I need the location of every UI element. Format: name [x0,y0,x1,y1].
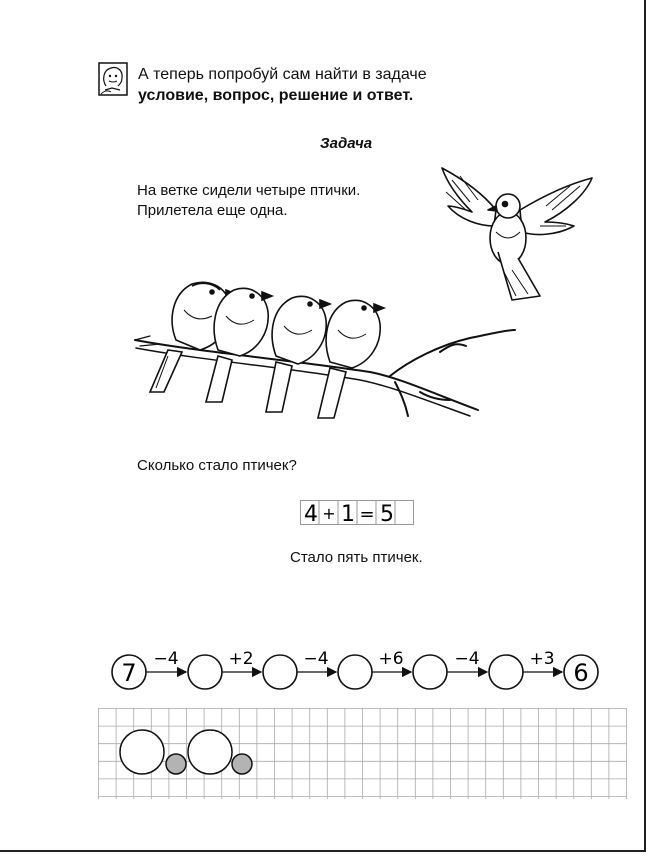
chain-op-5: −4 [454,649,480,669]
task-question: Сколько стало птичек? [137,457,297,474]
task-condition-line-1: На ветке сидели четыре птички. [137,182,361,199]
equation-equals: = [359,504,375,525]
chain-op-4: +6 [378,649,404,669]
chain-circle-5 [489,655,523,689]
pattern-small-circle-1 [166,754,186,774]
grid-area [98,708,628,800]
equation-plus: + [322,504,336,523]
instruction-line-2: условие, вопрос, решение и ответ. [138,87,414,104]
task-answer: Стало пять птичек. [290,549,423,566]
chain-circle-4 [413,655,447,689]
chain-circle-3 [338,655,372,689]
pattern-big-circle-2 [188,730,232,774]
chain-circle-2 [263,655,297,689]
chain-op-2: +2 [228,649,254,669]
instruction-line-1: А теперь попробуй сам найти в задаче [138,66,427,83]
pattern-big-circle-1 [120,730,164,774]
pattern-small-circle-2 [232,754,252,774]
chain-start-value: 7 [121,659,137,687]
chain-op-6: +3 [529,649,555,669]
equation-term-2: 1 [341,502,355,526]
chain-circle-1 [188,655,222,689]
task-title: Задача [320,135,373,152]
chain-end-value: 6 [573,659,589,687]
chain-op-1: −4 [153,649,179,669]
equation-term-1: 4 [304,502,318,526]
task-condition-line-2: Прилетела еще одна. [137,202,288,219]
equation-result: 5 [380,502,394,526]
chain-op-3: −4 [303,649,329,669]
